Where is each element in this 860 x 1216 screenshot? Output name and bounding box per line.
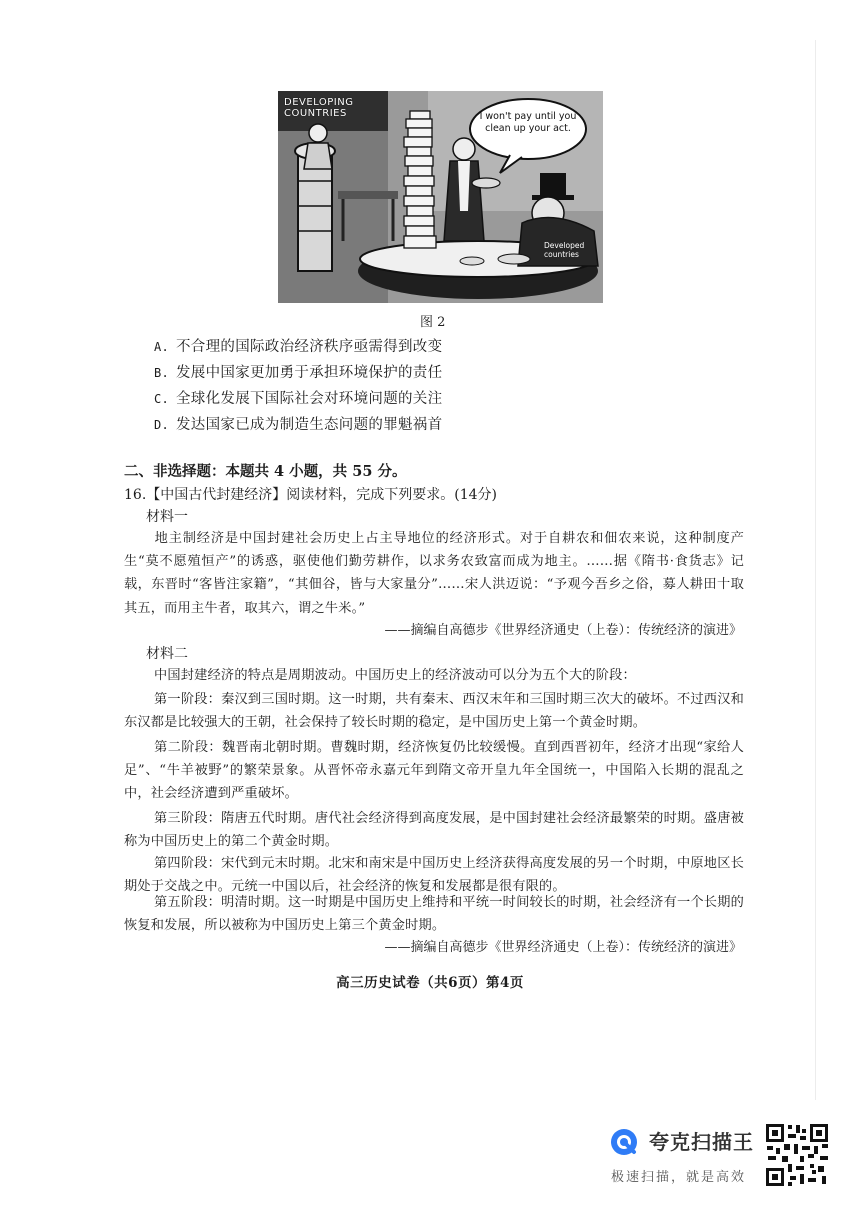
stage-text: 第四阶段：宋代到元末时期。北宋和南宋是中国历史上经济获得高度发展的另一个时期，中原地区长期处于交战之中。元统一中国以后，社会经济的恢复和发展都是很有限的。 <box>124 856 744 895</box>
cartoon-label-text: Developed countries <box>544 241 585 259</box>
cartoon-sign-text: DEVELOPING COUNTRIES <box>284 97 354 119</box>
option-text: 发达国家已成为制造生态问题的罪魁祸首 <box>176 417 443 433</box>
stage-text: 第一阶段：秦汉到三国时期。这一时期，共有秦末、西汉末年和三国时期三次大的破坏。不过西汉和东汉都是比较强大的王朝，社会保持了较长时期的稳定，是中国历史上第一个黄金时期。 <box>124 692 744 731</box>
cartoon-figure <box>278 91 603 303</box>
scan-edge-line <box>815 40 816 1100</box>
option-letter: B. <box>154 366 170 380</box>
option-text: 不合理的国际政治经济秩序亟需得到改变 <box>176 339 443 355</box>
material-two-source: ——摘编自高德步《世界经济通史（上卷）：传统经济的演进》 <box>384 940 742 955</box>
material-two-intro-text: 中国封建经济的特点是周期波动。中国历史上的经济波动可以分为五个大的阶段： <box>154 668 636 683</box>
stage-text: 第二阶段：魏晋南北朝时期。曹魏时期，经济恢复仍比较缓慢。直到西晋初年，经济才出现“家给人足”、“牛羊被野”的繁荣景象。从晋怀帝永嘉元年到隋文帝开皇九年全国统一，中国陷入长期的混乱之中，社会经济遭到严重破坏。 <box>124 740 744 802</box>
speech-bubble-text: I won't pay until you clean up your act. <box>479 111 577 134</box>
option-c <box>154 388 442 414</box>
stage-paragraph <box>124 807 744 853</box>
option-letter: A. <box>154 340 170 354</box>
option-text: 全球化发展下国际社会对环境问题的关注 <box>176 391 443 407</box>
option-letter: D. <box>154 418 170 432</box>
stage-text: 第三阶段：隋唐五代时期。唐代社会经济得到高度发展，是中国封建社会经济最繁荣的时期。盛唐被称为中国历史上的第二个黄金时期。 <box>124 811 744 850</box>
stage-paragraph <box>124 736 744 806</box>
watermark-slogan: 极速扫描，就是高效 <box>611 1170 747 1185</box>
material-one-source: ——摘编自高德步《世界经济通史（上卷）：传统经济的演进》 <box>384 623 742 638</box>
question-heading: 16.【中国古代封建经济】阅读材料，完成下列要求。(14分) <box>124 487 498 503</box>
material-one-text <box>124 527 744 620</box>
quark-logo-icon <box>609 1127 639 1157</box>
option-b <box>154 362 442 388</box>
page-footer: 高三历史试卷（共6页）第4页 <box>336 975 524 991</box>
section-heading: 二、非选择题：本题共 4 小题，共 55 分。 <box>124 463 407 480</box>
material-one-label: 材料一 <box>146 509 188 525</box>
option-text: 发展中国家更加勇于承担环境保护的责任 <box>176 365 443 381</box>
stage-paragraph <box>124 688 744 734</box>
figure-caption: 图 2 <box>420 315 446 330</box>
option-a <box>154 336 442 362</box>
material-two-label: 材料二 <box>146 646 188 662</box>
stage-paragraph <box>124 891 744 937</box>
material-two-intro <box>124 664 744 687</box>
answer-options <box>154 336 442 440</box>
watermark-brand: 夸克扫描王 <box>649 1130 754 1154</box>
option-letter: C. <box>154 392 170 406</box>
option-d <box>154 414 442 440</box>
material-one-body: 地主制经济是中国封建社会历史上占主导地位的经济形式。对于自耕农和佃农来说，这种制度产生“莫不愿殖恒产”的诱惑，驱使他们勤劳耕作，以求务农致富而成为地主。……据《隋书·食货志》记载，东晋时“客皆注家籍”，“其佃谷，皆与大家量分”……宋人洪迈说：“予观今吾乡之俗，募人耕田十取其五，而用主牛者，取其六，谓之牛米。” <box>124 531 744 616</box>
stage-text: 第五阶段：明清时期。这一时期是中国历史上维持和平统一时间较长的时期，社会经济有一个长期的恢复和发展，所以被称为中国历史上第三个黄金时期。 <box>124 895 744 934</box>
qr-code-icon <box>764 1122 830 1188</box>
